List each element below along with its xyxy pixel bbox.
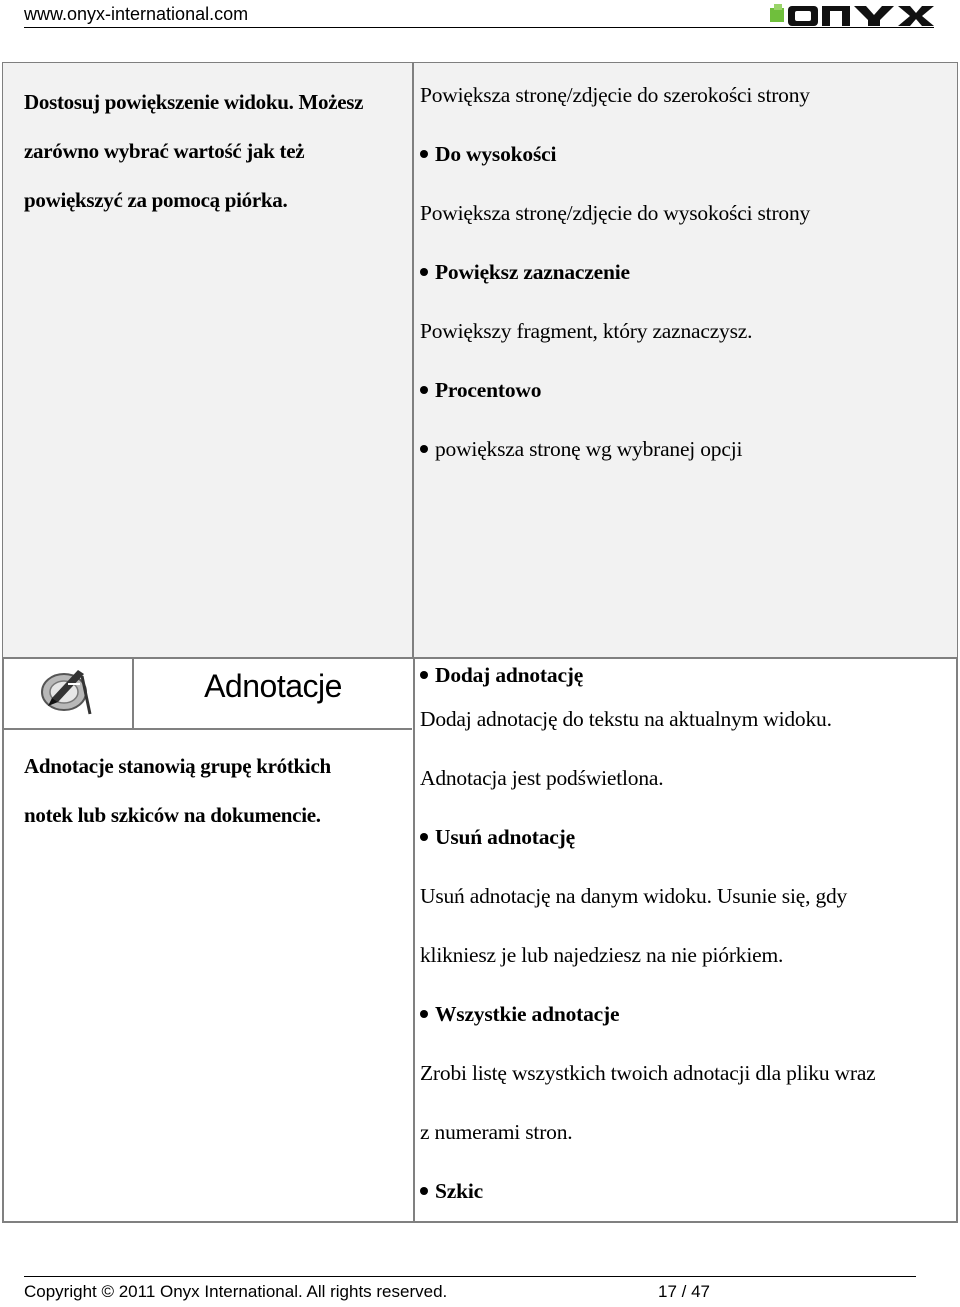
annot-bullet-remove	[420, 825, 575, 850]
annot-item-text: klikniesz je lub najedziesz na nie piórkiem.	[420, 943, 784, 967]
bullet-icon	[420, 150, 428, 158]
bullet-label: Usuń adnotację	[435, 825, 575, 849]
annot-item-text: Zrobi listę wszystkich twoich adnotacji dla pliku wraz	[420, 1061, 876, 1085]
bullet-icon	[420, 1010, 428, 1018]
annotation-pen-icon	[38, 662, 98, 722]
zoom-description-line: powiększyć za pomocą piórka.	[24, 188, 288, 212]
zoom-column-divider	[412, 62, 414, 658]
zoom-item-text: Powiększy fragment, który zaznaczysz.	[420, 319, 753, 343]
zoom-description	[24, 78, 363, 225]
annot-item-text: Usuń adnotację na danym widoku. Usunie się, gdy	[420, 884, 848, 908]
zoom-description-line: Dostosuj powiększenie widoku. Możesz	[24, 90, 364, 114]
bullet-icon	[420, 833, 428, 841]
annotations-column-divider	[413, 657, 415, 1223]
onyx-logo	[770, 2, 935, 28]
zoom-bullet-selection	[420, 260, 630, 285]
annot-item-text: Dodaj adnotację do tekstu na aktualnym widoku.	[420, 707, 832, 731]
footer-copyright: Copyright © 2011 Onyx International. All rights reserved.	[24, 1282, 448, 1301]
bullet-label: Szkic	[435, 1179, 483, 1203]
annot-bullet-add	[420, 663, 583, 688]
zoom-item-text: Powiększa stronę/zdjęcie do szerokości strony	[420, 83, 810, 107]
bullet-label: powiększa stronę wg wybranej opcji	[435, 437, 743, 461]
bullet-label: Procentowo	[435, 378, 542, 402]
zoom-item-text: Powiększa stronę/zdjęcie do wysokości strony	[420, 201, 811, 225]
bullet-label: Wszystkie adnotacje	[435, 1002, 620, 1026]
footer-divider	[24, 1276, 916, 1277]
zoom-bullet-percent	[420, 378, 541, 403]
page-number: 17 / 47	[658, 1282, 710, 1301]
annotations-description-line: Adnotacje stanowią grupę krótkich	[24, 754, 331, 778]
bullet-label: Do wysokości	[435, 142, 557, 166]
annot-bullet-all	[420, 1002, 619, 1027]
bullet-icon	[420, 386, 428, 394]
onyx-logo-graphic	[770, 2, 935, 28]
bullet-icon	[420, 1187, 428, 1195]
zoom-bullet-option	[420, 437, 742, 462]
bullet-icon	[420, 445, 428, 453]
bullet-icon	[420, 671, 428, 679]
zoom-bullet-height	[420, 142, 556, 167]
bullet-label: Powiększ zaznaczenie	[435, 260, 630, 284]
annotations-description-line: notek lub szkiców na dokumencie.	[24, 803, 321, 827]
header-divider	[24, 27, 934, 28]
annot-item-text: z numerami stron.	[420, 1120, 573, 1144]
annotations-description	[24, 742, 331, 840]
annot-item-text: Adnotacja jest podświetlona.	[420, 766, 664, 790]
header-url: www.onyx-international.com	[24, 4, 249, 24]
bullet-label: Dodaj adnotację	[435, 663, 584, 687]
bullet-icon	[420, 268, 428, 276]
annot-bullet-sketch	[420, 1179, 483, 1204]
annotations-title: Adnotacje	[204, 668, 342, 704]
zoom-description-line: zarówno wybrać wartość jak też	[24, 139, 305, 163]
